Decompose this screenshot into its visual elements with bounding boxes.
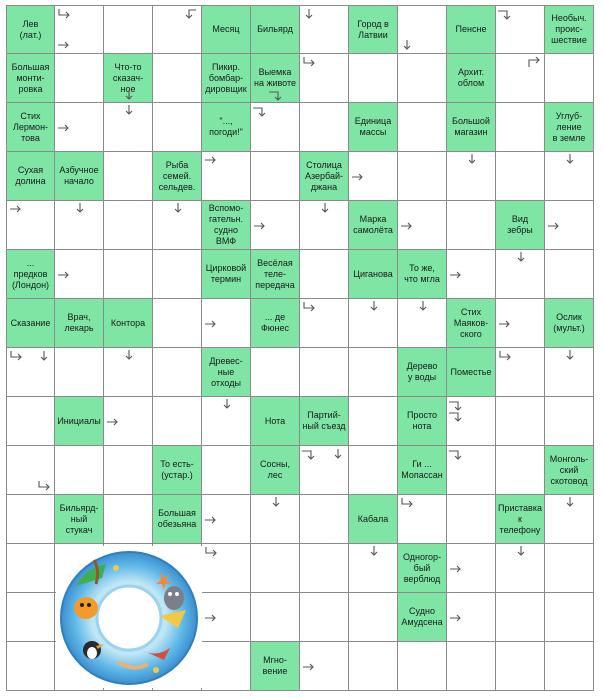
clue-cell bbox=[55, 152, 104, 201]
arrow-right-icon bbox=[400, 221, 414, 231]
clue-text: Поместье bbox=[450, 366, 492, 377]
clue-cell bbox=[251, 642, 300, 691]
answer-cell[interactable] bbox=[447, 544, 496, 593]
arrow-down-right-icon bbox=[400, 498, 414, 508]
clue-text: Выемка на животе bbox=[253, 67, 297, 88]
answer-cell[interactable] bbox=[398, 152, 447, 201]
answer-cell[interactable] bbox=[545, 348, 594, 397]
clue-text: Ги ... Мопассан bbox=[401, 459, 443, 480]
clue-cell bbox=[496, 201, 545, 250]
answer-cell[interactable] bbox=[6, 201, 55, 250]
answer-cell[interactable] bbox=[251, 593, 300, 642]
clue-cell bbox=[447, 5, 496, 54]
answer-cell[interactable] bbox=[447, 201, 496, 250]
arrow-right-down-icon bbox=[253, 106, 267, 116]
clue-text: Столица Азербай- джана bbox=[304, 159, 344, 192]
answer-cell[interactable] bbox=[153, 348, 202, 397]
clue-text: То есть- (устар.) bbox=[160, 459, 194, 480]
clue-cell bbox=[6, 250, 55, 299]
clue-text: Вспомо- гательн. судно ВМФ bbox=[208, 203, 244, 246]
answer-cell[interactable] bbox=[496, 348, 545, 397]
arrow-right-icon bbox=[204, 613, 218, 623]
arrow-down-right-icon bbox=[302, 57, 316, 67]
answer-cell[interactable] bbox=[447, 250, 496, 299]
arrow-up-right-icon bbox=[527, 57, 541, 67]
answer-cell[interactable] bbox=[398, 54, 447, 103]
clue-text: Нота bbox=[264, 415, 286, 426]
clue-cell bbox=[202, 103, 251, 152]
answer-cell[interactable] bbox=[6, 495, 55, 544]
answer-cell[interactable] bbox=[202, 642, 251, 691]
answer-cell[interactable] bbox=[300, 642, 349, 691]
clue-cell bbox=[300, 397, 349, 446]
arrow-down-icon bbox=[563, 497, 577, 507]
answer-cell[interactable] bbox=[349, 397, 398, 446]
clue-text: То же, что мгла bbox=[404, 263, 440, 284]
clue-text: Одногор- бый верблюд bbox=[402, 551, 442, 584]
clue-cell bbox=[545, 446, 594, 495]
arrow-right-down-icon bbox=[449, 411, 463, 421]
answer-cell[interactable] bbox=[300, 250, 349, 299]
answer-cell[interactable] bbox=[202, 397, 251, 446]
answer-cell[interactable] bbox=[104, 152, 153, 201]
answer-cell[interactable] bbox=[545, 495, 594, 544]
clue-cell bbox=[349, 5, 398, 54]
clue-text: Стих Маяков- ского bbox=[453, 306, 489, 339]
clue-cell bbox=[398, 250, 447, 299]
clue-cell bbox=[6, 54, 55, 103]
answer-cell[interactable] bbox=[349, 299, 398, 348]
arrow-down-right-icon bbox=[9, 351, 23, 361]
answer-cell[interactable] bbox=[104, 397, 153, 446]
answer-cell[interactable] bbox=[300, 103, 349, 152]
answer-cell[interactable] bbox=[55, 5, 104, 54]
arrow-down-icon bbox=[37, 351, 51, 361]
clue-cell bbox=[398, 397, 447, 446]
clue-text: Просто нота bbox=[406, 410, 437, 431]
answer-cell[interactable] bbox=[300, 544, 349, 593]
arrow-right-down-icon bbox=[449, 449, 463, 459]
arrow-right-icon bbox=[449, 613, 463, 623]
clue-text: Монголь- ский скотовод bbox=[549, 453, 589, 486]
arrow-right-icon bbox=[302, 662, 316, 672]
answer-cell[interactable] bbox=[496, 642, 545, 691]
answer-cell[interactable] bbox=[104, 495, 153, 544]
arrow-down-icon bbox=[220, 399, 234, 409]
arrow-down-icon bbox=[318, 203, 332, 213]
clue-text: "..., погоди!" bbox=[209, 116, 243, 137]
arrow-down-icon bbox=[73, 203, 87, 213]
clue-text: Бильярд bbox=[257, 24, 293, 34]
answer-cell[interactable] bbox=[300, 299, 349, 348]
arrow-right-down-icon bbox=[498, 9, 512, 19]
answer-cell[interactable] bbox=[545, 250, 594, 299]
answer-cell[interactable] bbox=[6, 544, 55, 593]
answer-cell[interactable] bbox=[55, 348, 104, 397]
clue-text: Судно Амудсена bbox=[401, 606, 443, 627]
arrow-down-icon bbox=[416, 301, 430, 311]
arrow-right-icon bbox=[253, 221, 267, 231]
answer-cell[interactable] bbox=[300, 348, 349, 397]
arrow-right-icon bbox=[57, 123, 71, 133]
clue-text: Большая монти- ровка bbox=[11, 61, 50, 94]
answer-cell[interactable] bbox=[349, 152, 398, 201]
answer-cell[interactable] bbox=[251, 103, 300, 152]
answer-cell[interactable] bbox=[349, 593, 398, 642]
clue-cell bbox=[55, 495, 104, 544]
answer-cell[interactable] bbox=[447, 593, 496, 642]
arrow-right-icon bbox=[57, 270, 71, 280]
clue-text: Партий- ный съезд bbox=[302, 410, 346, 431]
arrow-down-icon bbox=[122, 350, 136, 360]
clue-text: Цирковой термин bbox=[205, 263, 247, 284]
clue-text: Весёлая теле- передача bbox=[255, 257, 295, 290]
clue-cell bbox=[251, 397, 300, 446]
arrow-right-icon bbox=[351, 172, 365, 182]
clue-text: Единица массы bbox=[354, 116, 392, 137]
arrow-right-icon bbox=[449, 564, 463, 574]
clue-text: Мгно- вение bbox=[262, 655, 288, 676]
answer-cell[interactable] bbox=[349, 544, 398, 593]
arrow-down-icon bbox=[171, 203, 185, 213]
clue-cell bbox=[104, 299, 153, 348]
arrow-down-icon bbox=[122, 105, 136, 115]
clue-cell bbox=[153, 152, 202, 201]
answer-cell[interactable] bbox=[55, 103, 104, 152]
arrow-down-right-icon bbox=[204, 547, 218, 557]
clue-cell bbox=[447, 299, 496, 348]
clue-text: Город в Латвии bbox=[357, 18, 389, 40]
answer-cell[interactable] bbox=[300, 5, 349, 54]
answer-cell[interactable] bbox=[202, 495, 251, 544]
answer-cell[interactable] bbox=[202, 544, 251, 593]
answer-cell[interactable] bbox=[496, 397, 545, 446]
clue-text: Лев (лат.) bbox=[19, 18, 42, 40]
answer-cell[interactable] bbox=[202, 152, 251, 201]
answer-cell[interactable] bbox=[251, 495, 300, 544]
answer-cell[interactable] bbox=[447, 642, 496, 691]
clue-cell bbox=[300, 152, 349, 201]
answer-cell[interactable] bbox=[545, 642, 594, 691]
answer-cell[interactable] bbox=[104, 446, 153, 495]
answer-cell[interactable] bbox=[496, 54, 545, 103]
answer-cell[interactable] bbox=[55, 54, 104, 103]
clue-text: Контора bbox=[110, 317, 146, 328]
answer-cell[interactable] bbox=[6, 593, 55, 642]
arrow-right-icon bbox=[9, 204, 23, 214]
clue-text: Пенсне bbox=[455, 24, 487, 34]
answer-cell[interactable] bbox=[447, 152, 496, 201]
arrow-down-icon bbox=[269, 497, 283, 507]
arrow-right-icon bbox=[106, 417, 120, 427]
answer-cell[interactable] bbox=[496, 152, 545, 201]
clue-text: Что-то сказач- ное bbox=[112, 61, 144, 94]
answer-cell[interactable] bbox=[496, 299, 545, 348]
clue-text: Рыба семей. сельдев. bbox=[158, 159, 196, 192]
answer-cell[interactable] bbox=[545, 54, 594, 103]
answer-cell[interactable] bbox=[349, 642, 398, 691]
clue-cell bbox=[202, 348, 251, 397]
clue-cell bbox=[202, 201, 251, 250]
answer-cell[interactable] bbox=[300, 446, 349, 495]
answer-cell[interactable] bbox=[496, 544, 545, 593]
answer-cell[interactable] bbox=[545, 593, 594, 642]
answer-cell[interactable] bbox=[496, 5, 545, 54]
answer-cell[interactable] bbox=[496, 593, 545, 642]
answer-cell[interactable] bbox=[398, 495, 447, 544]
answer-cell[interactable] bbox=[6, 348, 55, 397]
clue-cell bbox=[153, 495, 202, 544]
answer-cell[interactable] bbox=[300, 593, 349, 642]
arrow-right-icon bbox=[498, 319, 512, 329]
answer-cell[interactable] bbox=[447, 446, 496, 495]
clue-text: ... предков (Лондон) bbox=[11, 257, 50, 290]
answer-cell[interactable] bbox=[6, 642, 55, 691]
clue-text: Марка самолёта bbox=[353, 214, 393, 235]
clue-cell bbox=[349, 103, 398, 152]
arrow-down-icon bbox=[302, 9, 316, 19]
answer-cell[interactable] bbox=[6, 397, 55, 446]
answer-cell[interactable] bbox=[398, 642, 447, 691]
arrow-down-icon bbox=[331, 449, 345, 459]
answer-cell[interactable] bbox=[202, 446, 251, 495]
clue-cell bbox=[545, 5, 594, 54]
clue-text: Бильярд- ный стукач bbox=[59, 502, 99, 535]
answer-cell[interactable] bbox=[496, 446, 545, 495]
clue-text: Вид зебры bbox=[507, 214, 533, 235]
arrow-down-icon bbox=[400, 40, 414, 50]
arrow-right-icon bbox=[449, 270, 463, 280]
clue-cell bbox=[398, 544, 447, 593]
arrow-right-icon bbox=[547, 221, 561, 231]
clue-text: Дерево у воды bbox=[406, 361, 438, 382]
answer-cell[interactable] bbox=[349, 446, 398, 495]
answer-cell[interactable] bbox=[251, 152, 300, 201]
answer-cell[interactable] bbox=[104, 103, 153, 152]
answer-cell[interactable] bbox=[153, 397, 202, 446]
answer-cell[interactable] bbox=[202, 593, 251, 642]
answer-cell[interactable] bbox=[349, 348, 398, 397]
clue-text: Пикир. бомбар- дировщик bbox=[205, 61, 247, 94]
answer-cell[interactable] bbox=[349, 54, 398, 103]
arrow-down-icon bbox=[514, 546, 528, 556]
arrow-down-right-icon bbox=[37, 481, 51, 491]
answer-cell[interactable] bbox=[447, 397, 496, 446]
clue-cell bbox=[447, 348, 496, 397]
answer-cell[interactable] bbox=[153, 250, 202, 299]
clue-text: Циганова bbox=[353, 268, 393, 279]
clue-cell bbox=[6, 299, 55, 348]
arrow-right-icon bbox=[204, 155, 218, 165]
clue-cell bbox=[6, 152, 55, 201]
clue-text: Древес- ные отходы bbox=[209, 355, 243, 388]
answer-cell[interactable] bbox=[251, 201, 300, 250]
answer-cell[interactable] bbox=[153, 103, 202, 152]
clue-text: Сухая долина bbox=[15, 165, 46, 186]
answer-cell[interactable] bbox=[202, 299, 251, 348]
clue-cell bbox=[251, 299, 300, 348]
clue-cell bbox=[251, 54, 300, 103]
clue-cell bbox=[251, 446, 300, 495]
arrow-right-icon bbox=[204, 515, 218, 525]
clue-cell bbox=[55, 397, 104, 446]
arrow-right-down-icon bbox=[449, 400, 463, 410]
arrow-down-icon bbox=[367, 546, 381, 556]
clue-cell bbox=[202, 250, 251, 299]
arrow-right-down-icon bbox=[302, 449, 316, 459]
answer-cell[interactable] bbox=[300, 54, 349, 103]
answer-cell[interactable] bbox=[398, 103, 447, 152]
clue-cell bbox=[6, 103, 55, 152]
answer-cell[interactable] bbox=[153, 5, 202, 54]
clue-cell bbox=[349, 201, 398, 250]
answer-cell[interactable] bbox=[545, 544, 594, 593]
answer-cell[interactable] bbox=[496, 103, 545, 152]
clue-cell bbox=[153, 446, 202, 495]
answer-cell[interactable] bbox=[104, 201, 153, 250]
answer-cell[interactable] bbox=[153, 54, 202, 103]
clue-text: Большой магазин bbox=[452, 116, 490, 137]
answer-cell[interactable] bbox=[300, 201, 349, 250]
answer-cell[interactable] bbox=[6, 446, 55, 495]
answer-cell[interactable] bbox=[55, 446, 104, 495]
answer-cell[interactable] bbox=[398, 5, 447, 54]
answer-cell[interactable] bbox=[447, 495, 496, 544]
clue-text: ... де Фюнес bbox=[260, 312, 290, 333]
clue-text: Архит. облом bbox=[457, 67, 485, 88]
answer-cell[interactable] bbox=[251, 544, 300, 593]
answer-cell[interactable] bbox=[300, 495, 349, 544]
answer-cell[interactable] bbox=[398, 299, 447, 348]
arrow-left-down-icon bbox=[184, 9, 198, 19]
answer-cell[interactable] bbox=[545, 152, 594, 201]
answer-cell[interactable] bbox=[104, 348, 153, 397]
arrow-down-right-icon bbox=[498, 351, 512, 361]
clue-text: Ослик (мульт.) bbox=[553, 312, 585, 333]
answer-cell[interactable] bbox=[153, 299, 202, 348]
clue-cell bbox=[398, 348, 447, 397]
answer-cell[interactable] bbox=[496, 250, 545, 299]
arrow-right-icon bbox=[204, 319, 218, 329]
arrow-down-icon bbox=[367, 301, 381, 311]
clue-text: Инициалы bbox=[57, 415, 101, 426]
answer-cell[interactable] bbox=[104, 250, 153, 299]
answer-cell[interactable] bbox=[104, 5, 153, 54]
clue-text: Врач, лекарь bbox=[64, 312, 94, 333]
clue-cell bbox=[202, 54, 251, 103]
clue-text: Необыч. проис- шествие bbox=[551, 13, 587, 45]
answer-cell[interactable] bbox=[398, 201, 447, 250]
clue-cell bbox=[447, 103, 496, 152]
clue-cell bbox=[202, 5, 251, 54]
clue-cell bbox=[398, 446, 447, 495]
arrow-right-down-icon bbox=[269, 90, 283, 100]
arrow-down-icon bbox=[122, 90, 136, 100]
clue-cell bbox=[496, 495, 545, 544]
answer-cell[interactable] bbox=[251, 348, 300, 397]
clue-cell bbox=[6, 5, 55, 54]
clue-text: Сосны, лес bbox=[260, 459, 290, 480]
answer-cell[interactable] bbox=[55, 250, 104, 299]
clue-text: Сказание bbox=[10, 317, 51, 328]
clue-cell bbox=[104, 54, 153, 103]
arrow-down-right-icon bbox=[57, 9, 71, 19]
answer-cell[interactable] bbox=[545, 201, 594, 250]
clue-cell bbox=[398, 593, 447, 642]
clue-text: Приставка к телефону bbox=[498, 502, 542, 535]
lifebuoy-icon bbox=[56, 546, 202, 688]
clue-text: Углуб- ление в земле bbox=[552, 110, 586, 143]
clue-cell bbox=[545, 103, 594, 152]
clue-cell bbox=[349, 250, 398, 299]
answer-cell[interactable] bbox=[545, 397, 594, 446]
arrow-down-right-icon bbox=[302, 302, 316, 312]
clue-text: Месяц bbox=[212, 24, 240, 34]
clue-text: Большая обезьяна bbox=[157, 508, 197, 529]
arrow-down-icon bbox=[465, 154, 479, 164]
answer-cell[interactable] bbox=[153, 201, 202, 250]
clue-cell bbox=[55, 299, 104, 348]
clue-text: Кабала bbox=[357, 513, 389, 524]
arrow-down-icon bbox=[563, 154, 577, 164]
clue-text: Азбучное начало bbox=[59, 165, 99, 186]
clue-text: Стих Лермон- това bbox=[12, 110, 49, 143]
arrow-down-icon bbox=[563, 350, 577, 360]
clue-cell bbox=[349, 495, 398, 544]
arrow-right-icon bbox=[57, 40, 71, 50]
answer-cell[interactable] bbox=[55, 201, 104, 250]
clue-cell bbox=[251, 5, 300, 54]
clue-cell bbox=[545, 299, 594, 348]
clue-cell bbox=[251, 250, 300, 299]
clue-cell bbox=[447, 54, 496, 103]
arrow-down-icon bbox=[514, 252, 528, 262]
